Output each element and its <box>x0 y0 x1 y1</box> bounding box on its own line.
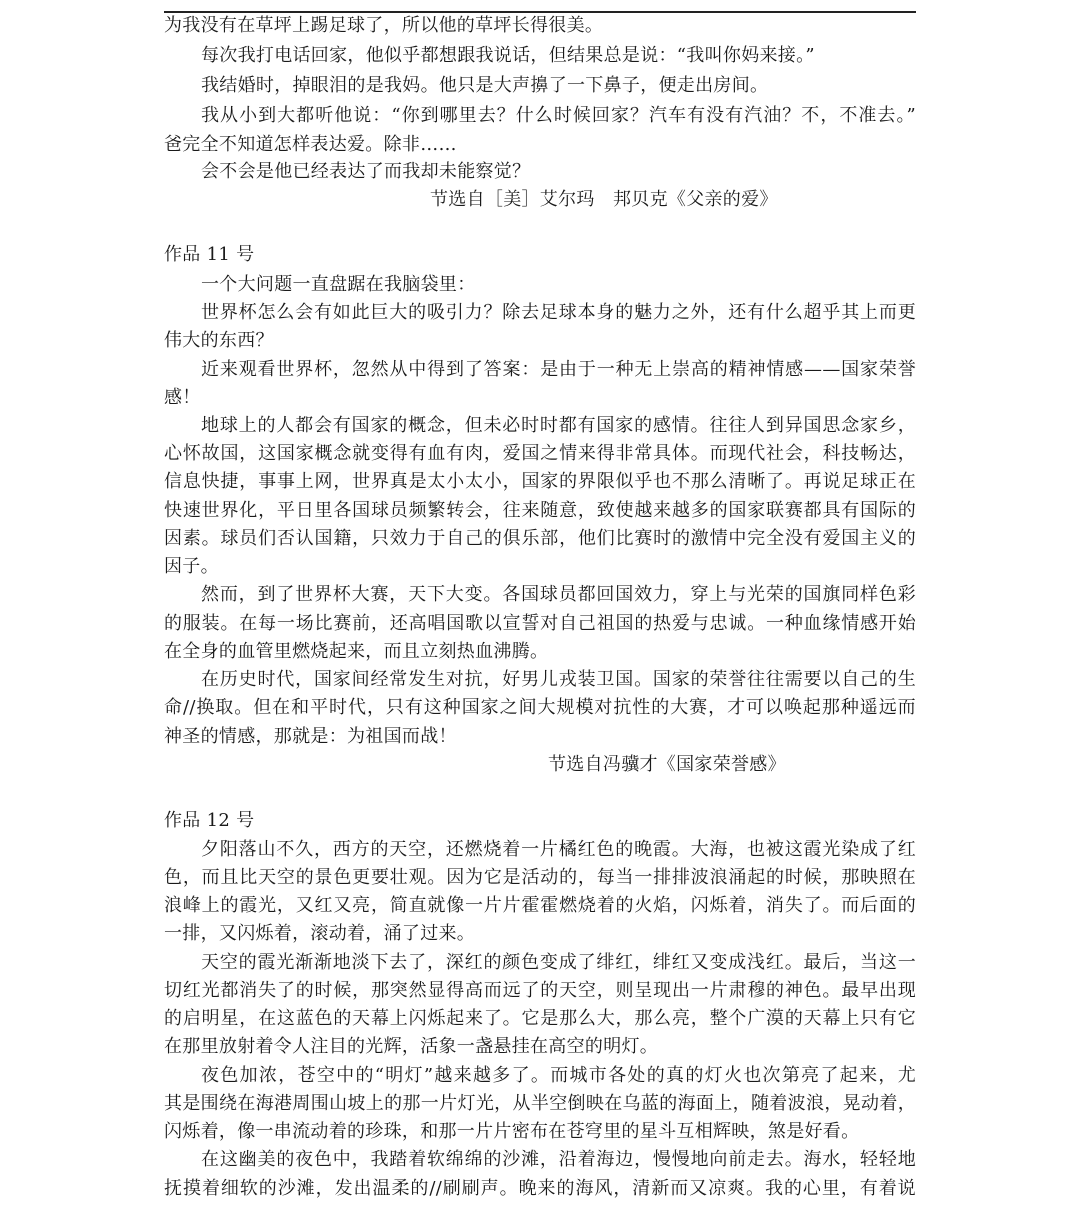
paragraph-line: 其是围绕在海港周围山坡上的那一片灯光，从半空倒映在乌蓝的海面上，随着波浪，晃动着， <box>164 1093 916 1114</box>
paragraph-line: 会不会是他已经表达了而我却未能察觉？ <box>201 161 531 182</box>
paragraph-line: 一排，又闪烁着，滚动着，涌了过来。 <box>164 923 476 944</box>
paragraph-line: 抚摸着细软的沙滩，发出温柔的//刷刷声。晚来的海风，清新而又凉爽。我的心里，有着说 <box>164 1178 916 1199</box>
paragraph-line: 快速世界化，平日里各国球员频繁转会，往来随意，致使越来越多的国家联赛都具有国际的 <box>164 500 916 521</box>
paragraph-line: 世界杯怎么会有如此巨大的吸引力？除去足球本身的魅力之外，还有什么超乎其上而更 <box>201 302 916 323</box>
paragraph-line: 爸完全不知道怎样表达爱。除非…… <box>164 134 457 155</box>
source-citation: 节选自［美］艾尔玛 邦贝克《父亲的爱》 <box>430 189 778 210</box>
paragraph-line: 近来观看世界杯，忽然从中得到了答案：是由于一种无上崇高的精神情感——国家荣誉 <box>201 359 916 380</box>
paragraph-line: 每次我打电话回家，他似乎都想跟我说话，但结果总是说：“我叫你妈来接。” <box>201 45 815 66</box>
paragraph-line: 然而，到了世界杯大赛，天下大变。各国球员都回国效力，穿上与光荣的国旗同样色彩 <box>201 584 916 605</box>
paragraph-line: 在那里放射着令人注目的光辉，活象一盏悬挂在高空的明灯。 <box>164 1036 659 1057</box>
paragraph-line: 色，而且比天空的景色更要壮观。因为它是活动的，每当一排排波浪涌起的时候，那映照在 <box>164 867 916 888</box>
paragraph-line: 地球上的人都会有国家的概念，但未必时时都有国家的感情。往往人到异国思念家乡， <box>201 415 916 436</box>
paragraph-line: 在全身的血管里燃烧起来，而且立刻热血沸腾。 <box>164 641 549 662</box>
paragraph-line: 夜色加浓，苍空中的“明灯”越来越多了。而城市各处的真的灯火也次第亮了起来，尤 <box>201 1065 916 1086</box>
paragraph-line: 夕阳落山不久，西方的天空，还燃烧着一片橘红色的晚霞。大海，也被这霞光染成了红 <box>201 839 916 860</box>
paragraph-line: 因素。球员们否认国籍，只效力于自己的俱乐部，他们比赛时的激情中完全没有爱国主义的 <box>164 528 916 549</box>
paragraph-line: 感！ <box>164 387 201 408</box>
paragraph-line: 切红光都消失了的时候，那突然显得高而远了的天空，则呈现出一片肃穆的神色。最早出现 <box>164 980 916 1001</box>
piece-title: 作品 11 号 <box>164 244 255 265</box>
paragraph-line: 一个大问题一直盘踞在我脑袋里： <box>201 274 476 295</box>
top-rule <box>164 11 916 13</box>
paragraph-line: 伟大的东西？ <box>164 330 274 351</box>
paragraph-line: 因子。 <box>164 556 219 577</box>
paragraph-line: 我从小到大都听他说：“你到哪里去？什么时候回家？汽车有没有汽油？不，不准去。” <box>201 105 916 126</box>
paragraph-line: 的启明星，在这蓝色的天幕上闪烁起来了。它是那么大，那么亮，整个广漠的天幕上只有它 <box>164 1008 916 1029</box>
paragraph-line: 闪烁着，像一串流动着的珍珠，和那一片片密布在苍穹里的星斗互相辉映，煞是好看。 <box>164 1121 860 1142</box>
piece-title: 作品 12 号 <box>164 810 255 831</box>
paragraph-line: 命//换取。但在和平时代，只有这种国家之间大规模对抗性的大赛，才可以唤起那种遥远而 <box>164 697 916 718</box>
paragraph-line: 信息快捷，事事上网，世界真是太小太小，国家的界限似乎也不那么清晰了。再说足球正在 <box>164 471 916 492</box>
paragraph-line: 的服装。在每一场比赛前，还高唱国歌以宣誓对自己祖国的热爱与忠诚。一种血缘情感开始 <box>164 613 916 634</box>
paragraph-line: 天空的霞光渐渐地淡下去了，深红的颜色变成了绯红，绯红又变成浅红。最后，当这一 <box>201 952 916 973</box>
paragraph-line: 浪峰上的霞光，又红又亮，简直就像一片片霍霍燃烧着的火焰，闪烁着，消失了。而后面的 <box>164 895 916 916</box>
paragraph-line: 我结婚时，掉眼泪的是我妈。他只是大声擤了一下鼻子，便走出房间。 <box>201 75 769 96</box>
paragraph-line: 心怀故国，这国家概念就变得有血有肉，爱国之情来得非常具体。而现代社会，科技畅达， <box>164 443 916 464</box>
source-citation: 节选自冯骥才《国家荣誉感》 <box>548 754 786 775</box>
paragraph-line: 在历史时代，国家间经常发生对抗，好男儿戎装卫国。国家的荣誉往往需要以自己的生 <box>201 669 916 690</box>
paragraph-line: 神圣的情感，那就是：为祖国而战！ <box>164 726 457 747</box>
paragraph-line: 为我没有在草坪上踢足球了，所以他的草坪长得很美。 <box>164 15 604 36</box>
paragraph-line: 在这幽美的夜色中，我踏着软绵绵的沙滩，沿着海边，慢慢地向前走去。海水，轻轻地 <box>201 1149 916 1170</box>
